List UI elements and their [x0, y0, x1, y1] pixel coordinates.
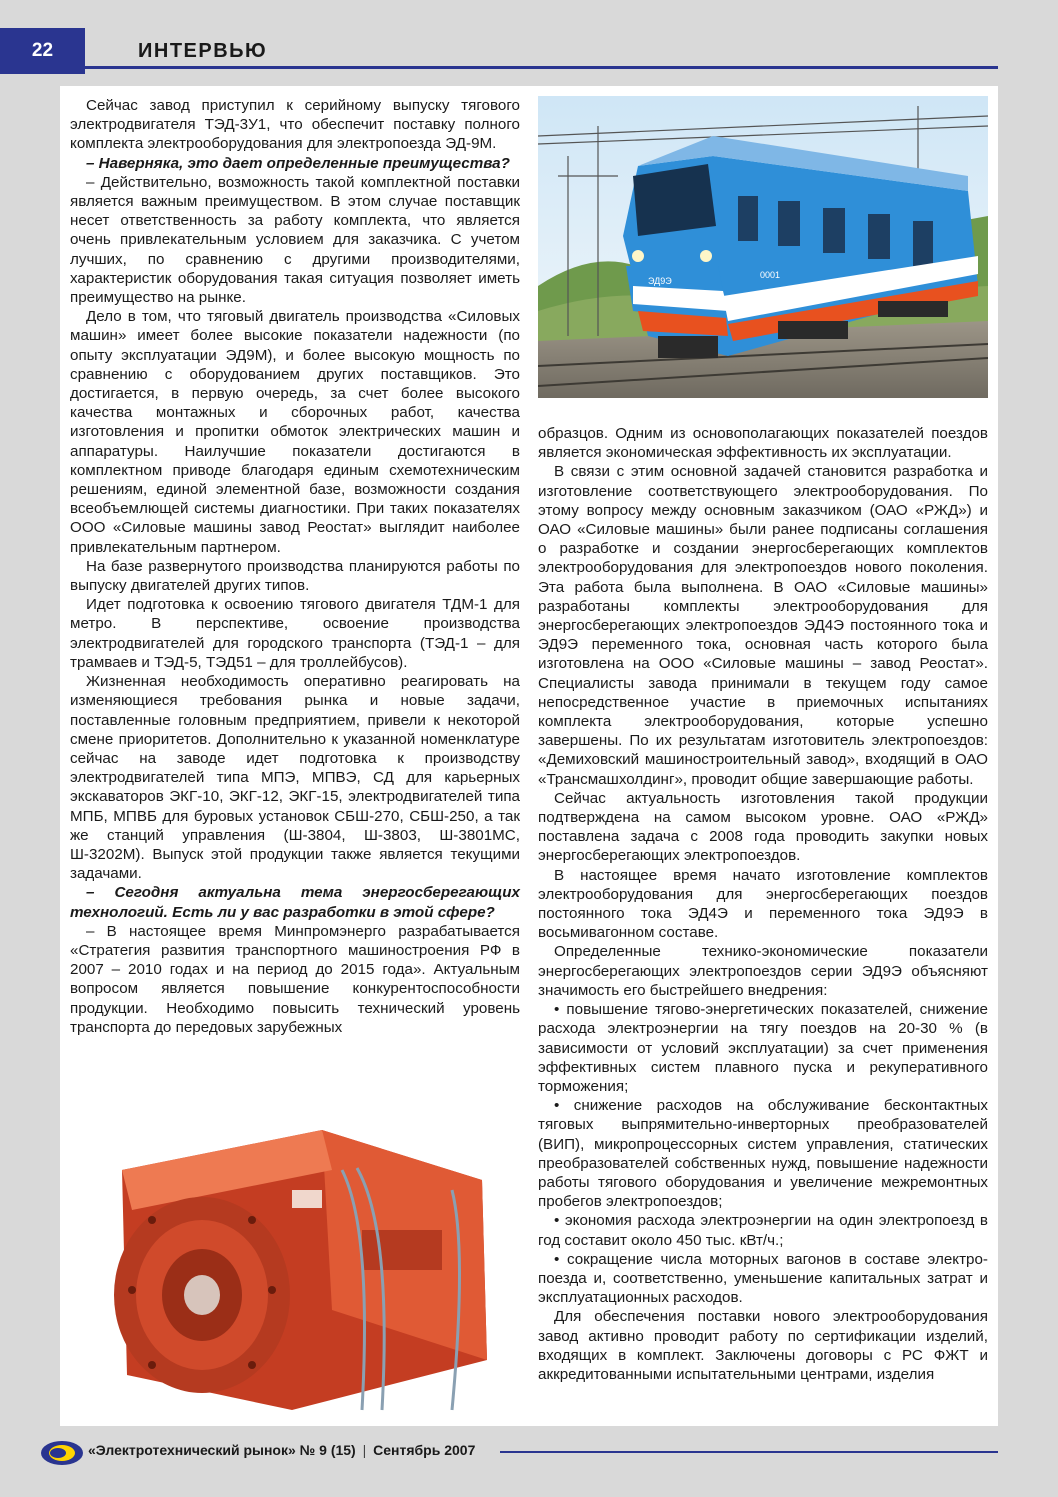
- section-title: ИНТЕРВЬЮ: [138, 40, 268, 62]
- footer-rule: [500, 1451, 998, 1453]
- train-left-plate: ЭД9Э: [648, 276, 672, 286]
- paragraph: • экономия расхода электроэнергии на один электропоезд в год составит около 450 тыс. кВт/ч.;: [538, 1212, 988, 1249]
- left-column: [70, 96, 520, 1037]
- footer-credit: [88, 1442, 475, 1458]
- paragraph: В связи с этим основной задачей становится разработка и изготовление соответствующего электрооборудования. По этому вопросу между основным заказчиком (ОАО «РЖД») и ОАО «Силовые машины» были ранее подписаны соглашения о разработке и создании энергосберегающих комплектов электрооборудования для электропоездов нового поколения. Эта работа была выполнена. В ОАО «Силовые машины» разработаны комплекты электрооборудования для энергосберегающих электропоездов ЭД4Э постоянного тока и ЭД9Э переменного тока, основная часть которого была изготовлена на ООО «Силовые машины – завод Реостат». Специалисты завода принимали в текущем году самое непосредственное участие в приемочных испытаниях комплекта электрооборудования, которые успешно завершены. По их результатам изготовитель электропоездов: «Демиховский машиностроительный завод», входящий в ОАО «Трансмашхолдинг», проводит общие завершающие работы.: [538, 463, 988, 788]
- paragraph: В настоящее время начато изготовление комплектов электрооборудования для энергосберегающих поездов постоянного тока ЭД4Э и переменного тока ЭД9Э в восьмивагонном составе.: [538, 866, 988, 942]
- traction-motor-illustration: [92, 1110, 502, 1416]
- paragraph: Дело в том, что тяговый двигатель производства «Силовых машин» имеет более высокие показатели надежности (по опыту эксплуатации ЭД9М), и более высокую мощность по сравнению с оборудованием других поставщиков. Это достигается, в первую очередь, за счет более высокого качества монтажных и сборочных работ, качества изготовления и пропитки обмоток электрических машин и аппаратуры. Наилучшие показатели достигаются в комплектном приводе благодаря единым схемотехническим решениям, единой элементной базе, возможности создания всеобъемлющей системы диагностики. При таких показателях ООО «Силовые машины завод Реостат» выглядит наиболее привлекательным партнером.: [70, 308, 520, 556]
- paragraph: Сейчас завод приступил к серийному выпуску тягового электродвигателя ТЭД-3У1, что обеспечит поставку полного комплекта электрооборудования для электропоезда ЭД-9М.: [70, 97, 520, 153]
- interview-question: – Наверняка, это дает определенные преимущества?: [86, 154, 510, 172]
- paragraph: – Действительно, возможность такой комплектной поставки является важным преимуществом. В этом случае поставщик несет ответственность за работу комплекта, что является очень привлекательным условием для заказчика. С учетом лучших, по сравнению с другими производителями, характеристик оборудования такая ситуация позволяет иметь преимущество на рынке.: [70, 173, 520, 307]
- paragraph: Жизненная необходимость оперативно реагировать на изменяющиеся требования рынка и новые задачи, поставленные головным предприятием, привели к некоторой смене приоритетов. Дополнительно к указанной номенклатуре сейчас на заводе идет подготовка к производству электродвигателей типа МПЭ, МПВЭ, СД для карьерных экскаваторов ЭКГ-10, ЭКГ-12, ЭКГ-15, электродвигателей типа МПБ, МПВБ для буровых установок СБШ-270, СБШ-250, а так же станций управления (Ш-3804, Ш-3803, Ш-3801МС, Ш-3202М). Выпуск этой продукции также является текущими задачами.: [70, 673, 520, 883]
- paragraph: • сокращение числа моторных вагонов в составе электро-поезда и, соответственно, уменьшение капитальных затрат и эксплуатационных расходов.: [538, 1250, 988, 1307]
- paragraph: Сейчас актуальность изготовления такой продукции подтверждена на самом высоком уровне. ОАО «РЖД» поставлена задача с 2008 года проводить закупки новых энергосберегающих электропоездов.: [538, 789, 988, 865]
- train-illustration: [538, 96, 988, 398]
- interview-question: – Сегодня актуальна тема энергосберегающих технологий. Есть ли у вас разработки в этой сфере?: [70, 884, 520, 921]
- paragraph: Определенные технико-экономические показатели энергосберегающих электропоездов серии ЭД9Э объясняют значимость его быстрейшего внедрения:: [538, 943, 988, 999]
- paragraph: Идет подготовка к освоению тягового двигателя ТДМ-1 для метро. В перспективе, освоение производства электродвигателей для городского транспорта (ТЭД-1 – для трамваев и ТЭД-5, ТЭД51 – для троллейбусов).: [70, 596, 520, 671]
- paragraph: • повышение тягово-энергетических показателей, снижение расхода электроэнергии на тягу поездов на 20-30 % (в зависимости от условий эксплуатации) за счет применения эффективных систем плавного пуска и рекуперативного торможения;: [538, 1001, 988, 1095]
- footer-magazine: «Электротехнический рынок» № 9 (15): [88, 1442, 356, 1458]
- train-photo: [538, 96, 988, 398]
- footer-date: Сентябрь 2007: [373, 1442, 476, 1458]
- paragraph: Для обеспечения поставки нового электрооборудования завод активно проводит работу по сертификации изделий, входящих в комплект. Заключены договоры с РС ФЖТ и аккредитованными испытательными центрами, изделия: [538, 1308, 988, 1383]
- header-rule: [85, 66, 998, 69]
- motor-photo: [92, 1110, 502, 1416]
- paragraph: – В настоящее время Минпромэнерго разрабатывается «Стратегия развития транспортного машиностроения РФ в 2007 – 2010 годах и на период до 2015 года». Актуальным вопросом является повышение конкурентоспособности продукции. Необходимо повысить технический уровень транспорта до передовых зарубежных: [70, 922, 520, 1036]
- right-column: [538, 424, 988, 1384]
- train-right-plate: 0001: [760, 270, 781, 280]
- magazine-logo-icon: [40, 1440, 84, 1466]
- paragraph: образцов. Одним из основополагающих показателей поездов является экономическая эффективность их эксплуатации.: [538, 425, 988, 462]
- paragraph: На базе развернутого производства планируются работы по выпуску двигателей других типов.: [70, 557, 520, 595]
- page-number: 22: [0, 28, 85, 74]
- paragraph: • снижение расходов на обслуживание бесконтактных тяговых выпрямительно-инверторных преобразователей (ВИП), микропроцессорных систем управления, статических преобразователей собственных нужд, повышение надежности работы тягового оборудования и увеличение межремонтных пробегов электропоездов;: [538, 1097, 988, 1211]
- footer-separator: |: [362, 1442, 367, 1458]
